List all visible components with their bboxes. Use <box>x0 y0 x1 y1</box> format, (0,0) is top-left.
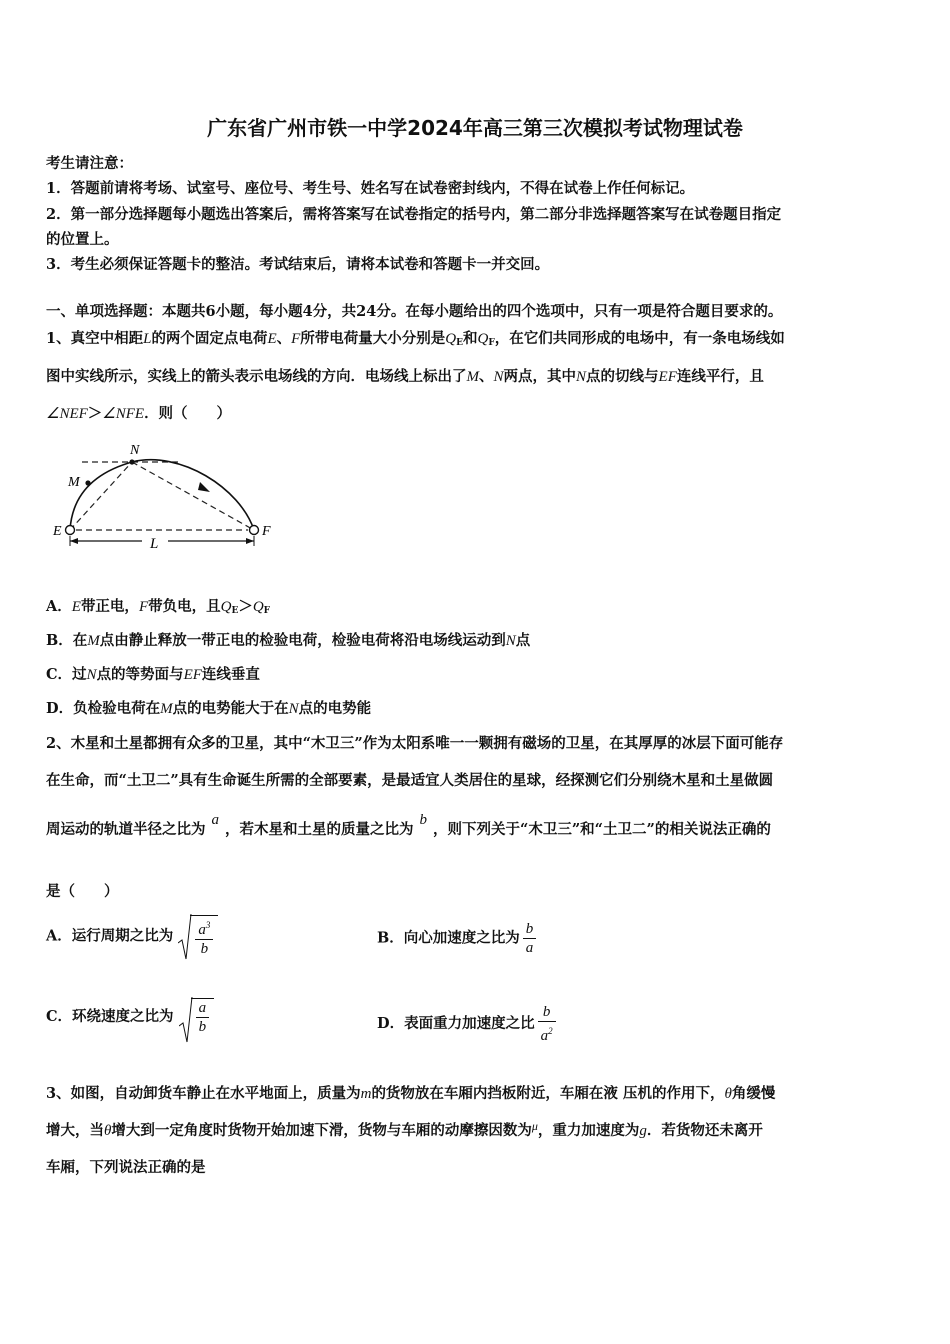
point-m <box>85 480 90 485</box>
q3-line-3: 车厢，下列说法正确的是 <box>46 1159 206 1176</box>
label-l: L <box>150 536 159 552</box>
notice-heading: 考生请注意： <box>46 155 133 172</box>
q2-line-4: 是（ ） <box>46 883 119 900</box>
q2-option-a: A．运行周期之比为 $\frac{a^3}{b}$ <box>46 915 218 958</box>
charge-e <box>66 526 75 535</box>
q1-line-1: 1、真空中相距L的两个固定点电荷E、F所带电荷量大小分别是$Q_E$和$Q_F$，在它们共同形成的电场中，有一条电场线如 <box>46 330 785 348</box>
field-line <box>70 460 254 530</box>
length-arrow-right <box>246 538 254 544</box>
q1-line-3: ∠NEF＞∠NFE．则（ ） <box>46 405 232 422</box>
q1-option-d: D．负检验电荷在M点的电势能大于在N点的电势能 <box>46 700 372 717</box>
q2-line-1: 2、木星和土星都拥有众多的卫星，其中“木卫三”作为太阳系唯一一颗拥有磁场的卫星，在其厚厚的冰层下面可能存 <box>46 735 784 752</box>
q3-line-2: 增大，当θ增大到一定角度时货物开始加速下滑，货物与车厢的动摩擦因数为$^\mu$，重力加速度为g．若货物还未离开 <box>46 1119 763 1139</box>
dashed-line-nf <box>132 462 254 530</box>
label-n: N <box>130 443 140 458</box>
label-f: F <box>262 524 271 539</box>
page-title: 广东省广州市铁一中学2024年高三第三次模拟考试物理试卷 <box>207 116 743 140</box>
q2-option-c: C．环绕速度之比为 $\frac{a}{b}$ <box>46 998 214 1036</box>
q3-line-1: 3、如图，自动卸货车静止在水平地面上，质量为m的货物放在车厢内挡板附近，车厢在液 压机的作用下，θ角缓慢 <box>46 1085 776 1102</box>
q2-option-b: B．向心加速度之比为 $\frac{b}{a}$ <box>377 920 539 957</box>
q1-option-b: B．在M点由静止释放一带正电的检验电荷，检验电荷将沿电场线运动到N点 <box>46 632 531 649</box>
q2-line-3: 周运动的轨道半径之比为a，若木星和土星的质量之比为b，则下列关于“木卫三”和“土卫二”的相关说法正确的 <box>46 812 771 838</box>
notice-item-3: 3．考生必须保证答题卡的整洁。考试结束后，请将本试卷和答题卡一并交回。 <box>46 256 550 273</box>
q2-line-2: 在生命，而“土卫二”具有生命诞生所需的全部要素，是最适宜人类居住的星球，经探测它们分别绕木星和土星做圆 <box>46 772 774 789</box>
section-heading: 一、单项选择题：本题共6小题，每小题4分，共24分。在每小题给出的四个选项中，只有一项是符合题目要求的。 <box>46 303 783 320</box>
dashed-line-en <box>70 462 132 530</box>
notice-item-1: 1．答题前请将考场、试室号、座位号、考生号、姓名写在试卷密封线内，不得在试卷上作任何标记。 <box>46 180 695 197</box>
q2-option-d: D．表面重力加速度之比 $\frac{b}{a^2}$ <box>377 1003 559 1045</box>
q1-option-a: A．E带正电，F带负电，且$Q_E>Q_F$ <box>46 598 271 616</box>
q1-option-c: C．过N点的等势面与EF连线垂直 <box>46 666 260 683</box>
point-n <box>129 459 134 464</box>
label-e: E <box>53 524 62 539</box>
q1-line-2: 图中实线所示，实线上的箭头表示电场线的方向．电场线上标出了M、N两点，其中N点的切线与EF连线平行，且 <box>46 368 764 385</box>
length-arrow-left <box>70 538 78 544</box>
notice-item-2-cont: 的位置上。 <box>46 231 119 248</box>
electric-field-figure <box>50 438 280 558</box>
notice-item-2: 2．第一部分选择题每小题选出答案后，需将答案写在试卷指定的括号内，第二部分非选择题答案写在试卷题目指定 <box>46 206 782 223</box>
charge-f <box>250 526 259 535</box>
field-direction-arrow <box>198 482 210 492</box>
label-m: M <box>68 475 80 490</box>
